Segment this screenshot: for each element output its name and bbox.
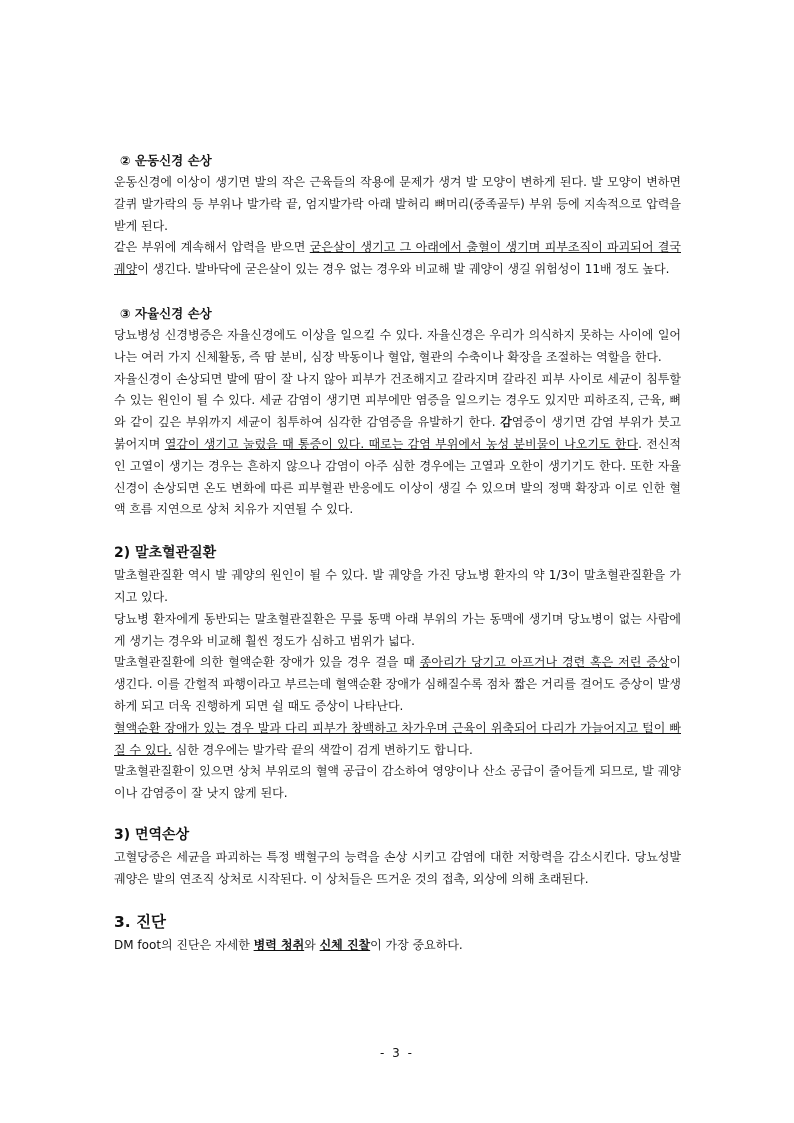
underlined-text: 굳은살이 생기고 그 아래에서 출혈이 생기며 피부조직이 파괴되어 결국 궤양 (114, 240, 681, 277)
autonomic-nerve-heading: ③ 자율신경 손상 (120, 305, 212, 321)
text-run: 염증이 생기면 감염 부위가 붓고 붉어지며 (114, 415, 681, 451)
text-run: 같은 부위에 계속해서 압력을 받으면 (114, 240, 310, 255)
underlined-text: 열감이 생기고 눌렀을 때 통증이 있다. 때로는 감염 부위에서 농성 분비물이 나오기도 한다 (164, 436, 639, 451)
text-run: DM foot의 진단은 자세한 (114, 937, 254, 952)
text-run: 이 생긴다. 발바닥에 굳은살이 있는 경우 없는 경우와 비교해 발 궤양이 생길 위험성이 11배 정도 높다. (137, 262, 670, 277)
text-run: 이 생긴다. 이를 간헐적 파행이라고 부르는데 혈액순환 장애가 심해질수록 점차 짧은 거리를 걸어도 증상이 발생하게 되고 더욱 진행하게 되면 쉴 때도 증상이 나타난다. (114, 655, 681, 713)
underlined-text: 종아리가 당기고 아프거나 경련 혹은 저린 증상 (419, 655, 670, 670)
peripheral-vascular-paragraph-4 (114, 718, 681, 762)
peripheral-vascular-paragraph-3 (114, 652, 681, 717)
diagnosis-heading: 3. 진단 (114, 912, 167, 931)
text-run: 와 (304, 937, 320, 952)
peripheral-vascular-heading: 2) 말초혈관질환 (114, 545, 217, 562)
text-run: 심한 경우에는 발가락 끝의 색깔이 검게 변하기도 합니다. (171, 742, 473, 757)
immune-damage-paragraph: 고혈당증은 세균을 파괴하는 특정 백혈구의 능력을 손상 시키고 감염에 대한 저항력을 감소시킨다. 당뇨성발궤양은 발의 연조직 상처로 시작된다. 이 상처들은 뜨거운 것의 접촉, 외상에 의해 초래된다. (114, 849, 681, 886)
text-run: . 전신적인 고열이 생기는 경우는 흔하지 않으나 감염이 아주 심한 경우에는 고열과 오한이 생기기도 한다. 또한 자율신경이 손상되면 온도 변화에 따른 피부혈관 반응에도 이상이 생길 수 있으며 발의 정맥 확장과 이로 인한 혈액 흐름 지연으로 상처 치유가 지연될 수 있다. (114, 436, 682, 517)
spacer (114, 805, 681, 823)
spacer (114, 521, 681, 541)
peripheral-vascular-paragraph-5: 말초혈관질환이 있으면 상처 부위로의 혈액 공급이 감소하여 영양이나 산소 공급이 줄어들게 되므로, 발 궤양이나 감염증이 잘 낫지 않게 된다. (114, 764, 681, 801)
spacer (114, 281, 681, 303)
spacer (114, 891, 681, 909)
text-run: 말초혈관질환에 의한 혈액순환 장애가 있을 경우 걸을 때 (114, 655, 420, 670)
page-body (114, 150, 681, 956)
bold-text: 감 (500, 415, 512, 430)
autonomic-nerve-paragraph-2 (114, 369, 681, 522)
text-run: 자율신경이 손상되면 발에 땀이 잘 나지 않아 피부가 건조해지고 갈라지며 갈라진 피부 사이로 세균이 침투할 수 있는 원인이 될 수 있다. 세균 감염이 생기면 피부에만 염증을 일으키는 경우도 있지만 피하조직, 근육, 뼈와 같이 깊은 부위까지 세균이 침투하여 심각한 감염증을 유발하기 한다. (114, 371, 681, 430)
bold-underlined-text: 신체 진찰 (319, 937, 371, 952)
bold-underlined-text: 병력 청취 (253, 937, 305, 952)
motor-nerve-paragraph-2 (114, 237, 681, 281)
text-run: 이 가장 중요하다. (370, 937, 463, 952)
diagnosis-paragraph (114, 935, 681, 957)
underlined-text: 혈액순환 장애가 있는 경우 발과 다리 피부가 창백하고 차가우며 근육이 위축되어 다리가 가늘어지고 털이 빠질 수 있다. (114, 720, 681, 757)
motor-nerve-paragraph-1: 운동신경에 이상이 생기면 발의 작은 근육들의 작용에 문제가 생겨 발 모양이 변하게 된다. 발 모양이 변하면 갈퀴 발가락의 등 부위나 발가락 끝, 엄지발가락 아래 발허리 뼈머리(중족골두) 부위 등에 지속적으로 압력을 받게 된다. (114, 175, 681, 233)
peripheral-vascular-paragraph-2: 당뇨병 환자에게 동반되는 말초혈관질환은 무릎 동맥 아래 부위의 가는 동맥에 생기며 당뇨병이 없는 사람에게 생기는 경우와 비교해 훨씬 정도가 심하고 범위가 넓다. (114, 611, 681, 648)
immune-damage-heading: 3) 면역손상 (114, 826, 190, 843)
page-number: - 3 - (380, 1046, 414, 1060)
peripheral-vascular-paragraph-1: 말초혈관질환 역시 발 궤양의 원인이 될 수 있다. 발 궤양을 가진 당뇨병 환자의 약 1/3이 말초혈관질환을 가지고 있다. (114, 568, 681, 604)
motor-nerve-heading: ② 운동신경 손상 (120, 153, 212, 168)
autonomic-nerve-paragraph-1: 당뇨병성 신경병증은 자율신경에도 이상을 일으킬 수 있다. 자율신경은 우리가 의식하지 못하는 사이에 일어나는 여러 가지 신체활동, 즉 땀 분비, 심장 박동이나 혈압, 혈관의 수축이나 확장을 조절하는 역할을 한다. (114, 327, 681, 364)
